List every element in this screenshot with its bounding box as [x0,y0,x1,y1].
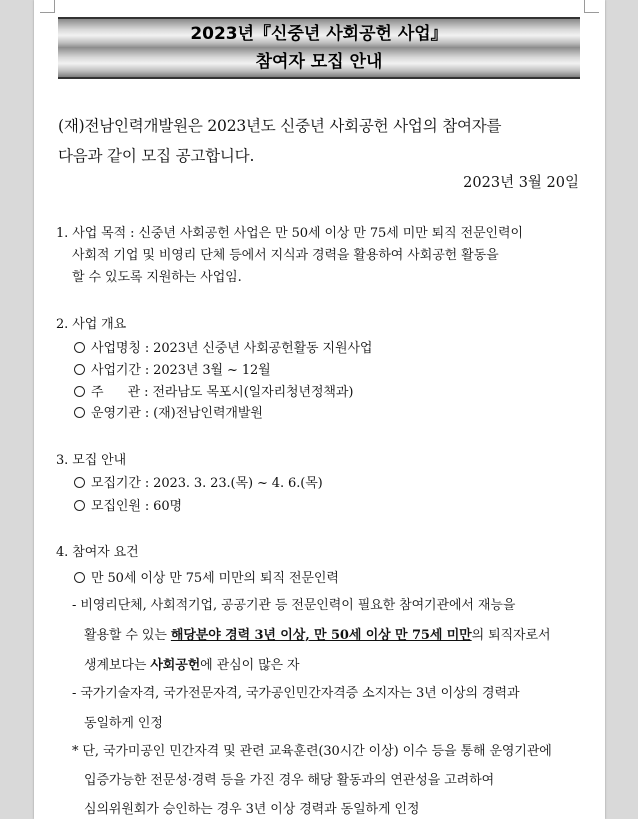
section2-item: 사업명칭 : 2023년 신중년 사회공헌활동 지원사업 [74,337,372,356]
intro-line-2: 다음과 같이 모집 공고합니다. [58,147,255,165]
section4-dash2-line-1: - 국가기술자격, 국가전문자격, 국가공인민간자격증 소지자는 3년 이상의 경력과 [72,686,520,701]
section4-dash2-line-2: 동일하게 인정 [84,716,163,731]
document-page [34,0,605,819]
section4-note-line-3: 심의위원회가 승인하는 경우 3년 이상 경력과 동일하게 인정 [84,802,420,817]
section1-line-3: 할 수 있도록 지원하는 사업임. [72,270,242,285]
circle-bullet-icon [74,364,85,375]
circle-bullet-icon [74,386,85,397]
section1-line-2: 사회적 기업 및 비영리 단체 등에서 지식과 경력을 활용하여 사회공헌 활동을 [72,248,499,263]
title-line-2: 참여자 모집 안내 [58,47,580,79]
section4-dash1-line-3: 생계보다는 사회공헌에 관심이 많은 자 [84,658,300,673]
emphasis-requirement: 해당분야 경력 3년 이상, 만 50세 이상 만 75세 미만 [170,628,472,643]
section2-heading: 2. 사업 개요 [56,317,127,332]
emphasis-social-contribution: 사회공헌 [150,658,201,673]
intro-line-1: (재)전남인력개발원은 2023년도 신중년 사회공헌 사업의 참여자를 [58,117,502,135]
circle-bullet-icon [74,500,85,511]
section1-line-1: 1. 사업 목적 : 신중년 사회공헌 사업은 만 50세 이상 만 75세 미만 퇴직 전문인력이 [56,226,523,241]
section4-dash1-line-1: - 비영리단체, 사회적기업, 공공기관 등 전문인력이 필요한 참여기관에서 재능을 [72,598,516,613]
section2-item: 사업기간 : 2023년 3월 ~ 12월 [74,359,271,378]
section3-item: 모집인원 : 60명 [74,495,182,514]
section4-note-line-1: * 단, 국가미공인 민간자격 및 관련 교육훈련(30시간 이상) 이수 등을 통해 운영기관에 [72,744,552,759]
section4-heading: 4. 참여자 요건 [56,545,139,560]
circle-bullet-icon [74,342,85,353]
notice-date: 2023년 3월 20일 [463,175,579,191]
page-corner-mark [584,0,599,13]
title-line-1: 2023년『신중년 사회공헌 사업』 [58,17,580,49]
section3-heading: 3. 모집 안내 [56,453,127,468]
section4-note-line-2: 입증가능한 전문성·경력 등을 가진 경우 해당 활동과의 연관성을 고려하여 [84,773,495,788]
circle-bullet-icon [74,477,85,488]
section2-item: 주 관 : 전라남도 목포시(일자리청년정책과) [74,381,353,400]
section4-dash1-line-2: 활용할 수 있는 해당분야 경력 3년 이상, 만 50세 이상 만 75세 미만의 퇴직자로서 [84,628,551,643]
section3-item: 모집기간 : 2023. 3. 23.(목) ~ 4. 6.(목) [74,472,323,491]
circle-bullet-icon [74,572,85,583]
section2-item: 운영기관 : (재)전남인력개발원 [74,402,263,421]
circle-bullet-icon [74,407,85,418]
section4-item: 만 50세 이상 만 75세 미만의 퇴직 전문인력 [74,567,339,586]
page-corner-mark [40,0,55,13]
